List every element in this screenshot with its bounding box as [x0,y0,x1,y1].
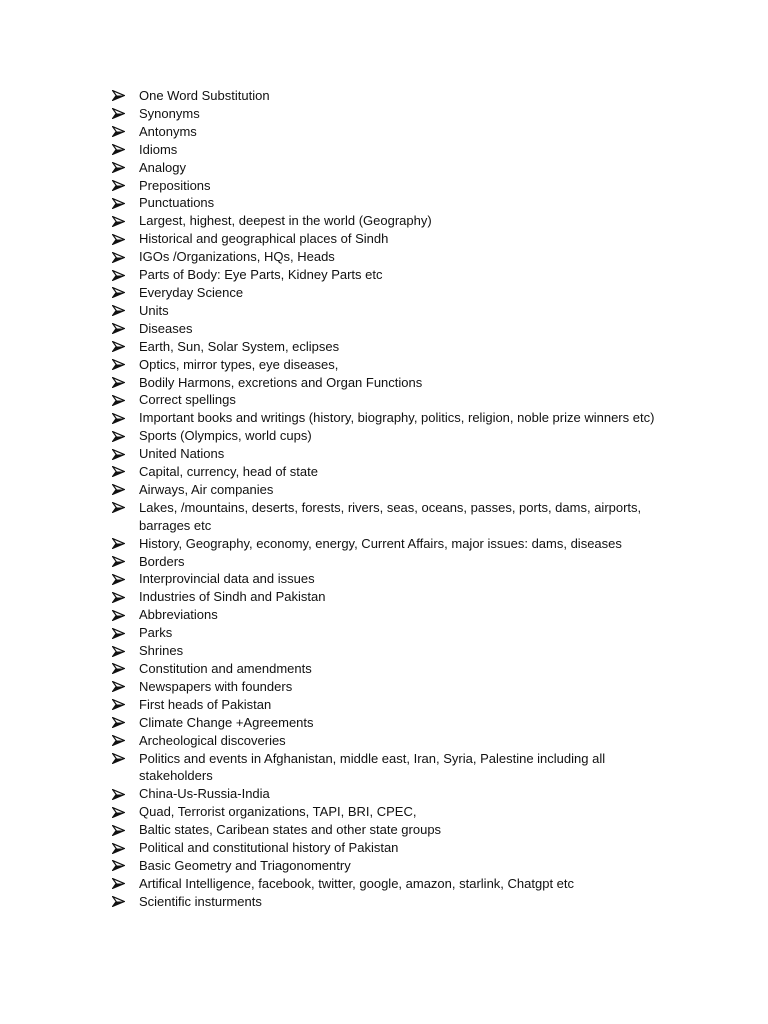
list-item-text: Largest, highest, deepest in the world (Geography) [139,213,432,229]
list-item [112,785,672,803]
list-item-text: Analogy [139,159,186,175]
list-item-text: Quad, Terrorist organizations, TAPI, BRI, CPEC, [139,804,417,820]
list-item-text: One Word Substitution [139,88,270,103]
arrowhead-bullet-icon [112,785,139,803]
list-item [112,624,672,642]
arrowhead-bullet-icon [112,893,139,911]
arrowhead-bullet-icon [112,248,139,266]
list-item [112,212,672,230]
arrowhead-bullet-icon [112,409,139,427]
list-item-text: Idioms [139,141,178,157]
list-item [112,391,672,409]
list-item-text: Synonyms [139,105,200,121]
list-item-text: IGOs /Organizations, HQs, Heads [139,249,335,265]
list-item [112,821,672,839]
list-item [112,427,672,445]
list-item [112,696,672,714]
arrowhead-bullet-icon [112,391,139,409]
list-item [112,606,672,624]
list-item-text: Artifical Intelligence, facebook, twitter, google, amazon, starlink, Chatgpt etc [139,875,575,891]
list-item [112,445,672,463]
list-item [112,642,672,660]
list-item [112,194,672,212]
list-item-text: Constitution and amendments [139,661,312,676]
arrowhead-bullet-icon [112,588,139,606]
list-item-text: Prepositions [139,177,211,193]
list-item-text: Airways, Air companies [139,481,274,497]
arrowhead-bullet-icon [112,320,139,338]
list-item-text: Interprovincial data and issues [139,571,315,587]
arrowhead-bullet-icon [112,553,139,571]
list-item [112,284,672,302]
arrowhead-bullet-icon [112,141,139,159]
list-item-text: Sports (Olympics, world cups) [139,428,312,444]
list-item [112,87,672,105]
arrowhead-bullet-icon [112,284,139,302]
list-item [112,570,672,588]
list-item [112,553,672,571]
list-item-text: United Nations [139,446,225,462]
arrowhead-bullet-icon [112,159,139,177]
list-item [112,159,672,177]
list-item-text: Important books and writings (history, biography, politics, religion, noble prize winners etc) [139,410,655,426]
arrowhead-bullet-icon [112,499,139,517]
list-item-text: Basic Geometry and Triagonomentry [139,857,351,873]
arrowhead-bullet-icon [112,356,139,374]
arrowhead-bullet-icon [112,803,139,821]
list-item-text: Optics, mirror types, eye diseases, [139,356,339,372]
list-item-text: Parks [139,625,173,641]
list-item-text: Historical and geographical places of Sindh [139,231,389,247]
list-item [112,356,672,374]
arrowhead-bullet-icon [112,427,139,445]
list-item-text: Everyday Science [139,284,244,300]
list-item [112,893,672,911]
list-item-text: History, Geography, economy, energy, Current Affairs, major issues: dams, diseases [139,535,622,551]
arrowhead-bullet-icon [112,857,139,875]
list-item-text: Newspapers with founders [139,678,293,694]
arrowhead-bullet-icon [112,194,139,212]
arrowhead-bullet-icon [112,535,139,553]
list-item [112,481,672,499]
arrowhead-bullet-icon [112,230,139,248]
list-item [112,803,672,821]
list-item [112,839,672,857]
list-item-text: Bodily Harmons, excretions and Organ Functions [139,374,423,390]
arrowhead-bullet-icon [112,624,139,642]
list-item [112,463,672,481]
arrowhead-bullet-icon [112,660,139,678]
arrowhead-bullet-icon [112,266,139,284]
list-item [112,123,672,141]
list-item-text: Antonyms [139,123,197,139]
arrowhead-bullet-icon [112,696,139,714]
list-item [112,535,672,553]
list-item [112,374,672,392]
list-item [112,338,672,356]
arrowhead-bullet-icon [112,374,139,392]
arrowhead-bullet-icon [112,750,139,768]
list-item [112,499,672,535]
list-item-text: Lakes, /mountains, deserts, forests, rivers, seas, oceans, passes, ports, dams, airports, barrages etc [139,499,642,533]
arrowhead-bullet-icon [112,606,139,624]
list-item [112,266,672,284]
arrowhead-bullet-icon [112,463,139,481]
list-item-text: Punctuations [139,195,215,211]
list-item [112,660,672,678]
list-item-text: China-Us-Russia-India [139,786,270,802]
list-item-text: Shrines [139,643,184,659]
list-item [112,678,672,696]
list-item-text: Correct spellings [139,392,236,408]
arrowhead-bullet-icon [112,642,139,660]
arrowhead-bullet-icon [112,338,139,356]
list-item-text: Diseases [139,320,193,336]
list-item-text: Units [139,302,169,318]
list-item [112,732,672,750]
arrowhead-bullet-icon [112,821,139,839]
list-item-text: Climate Change +Agreements [139,714,314,730]
arrowhead-bullet-icon [112,839,139,857]
arrowhead-bullet-icon [112,302,139,320]
list-item-text: Capital, currency, head of state [139,464,318,480]
list-item-text: Earth, Sun, Solar System, eclipses [139,338,340,354]
list-item [112,409,672,427]
arrowhead-bullet-icon [112,177,139,195]
list-item [112,588,672,606]
arrowhead-bullet-icon [112,123,139,141]
list-item [112,875,672,893]
list-item-text: Borders [139,553,185,569]
arrowhead-bullet-icon [112,714,139,732]
list-item [112,230,672,248]
arrowhead-bullet-icon [112,105,139,123]
list-item [112,141,672,159]
list-item [112,248,672,266]
arrowhead-bullet-icon [112,212,139,230]
arrowhead-bullet-icon [112,678,139,696]
list-item [112,750,672,786]
list-item-text: Industries of Sindh and Pakistan [139,589,326,605]
list-item-text: Baltic states, Caribean states and other state groups [139,822,442,838]
arrowhead-bullet-icon [112,570,139,588]
list-item-text: Scientific insturments [139,893,262,909]
list-item [112,302,672,320]
list-item [112,177,672,195]
list-item [112,105,672,123]
list-item-text: First heads of Pakistan [139,696,272,712]
list-item [112,714,672,732]
list-item-text: Politics and events in Afghanistan, middle east, Iran, Syria, Palestine including all stakeholders [139,750,606,784]
list-item-text: Political and constitutional history of Pakistan [139,840,399,856]
list-item [112,320,672,338]
list-item [112,857,672,875]
topic-list [112,87,672,911]
arrowhead-bullet-icon [112,875,139,893]
arrowhead-bullet-icon [112,445,139,463]
arrowhead-bullet-icon [112,87,139,105]
list-item-text: Abbreviations [139,607,218,623]
list-item-text: Archeological discoveries [139,732,286,748]
arrowhead-bullet-icon [112,481,139,499]
list-item-text: Parts of Body: Eye Parts, Kidney Parts etc [139,267,383,283]
arrowhead-bullet-icon [112,732,139,750]
